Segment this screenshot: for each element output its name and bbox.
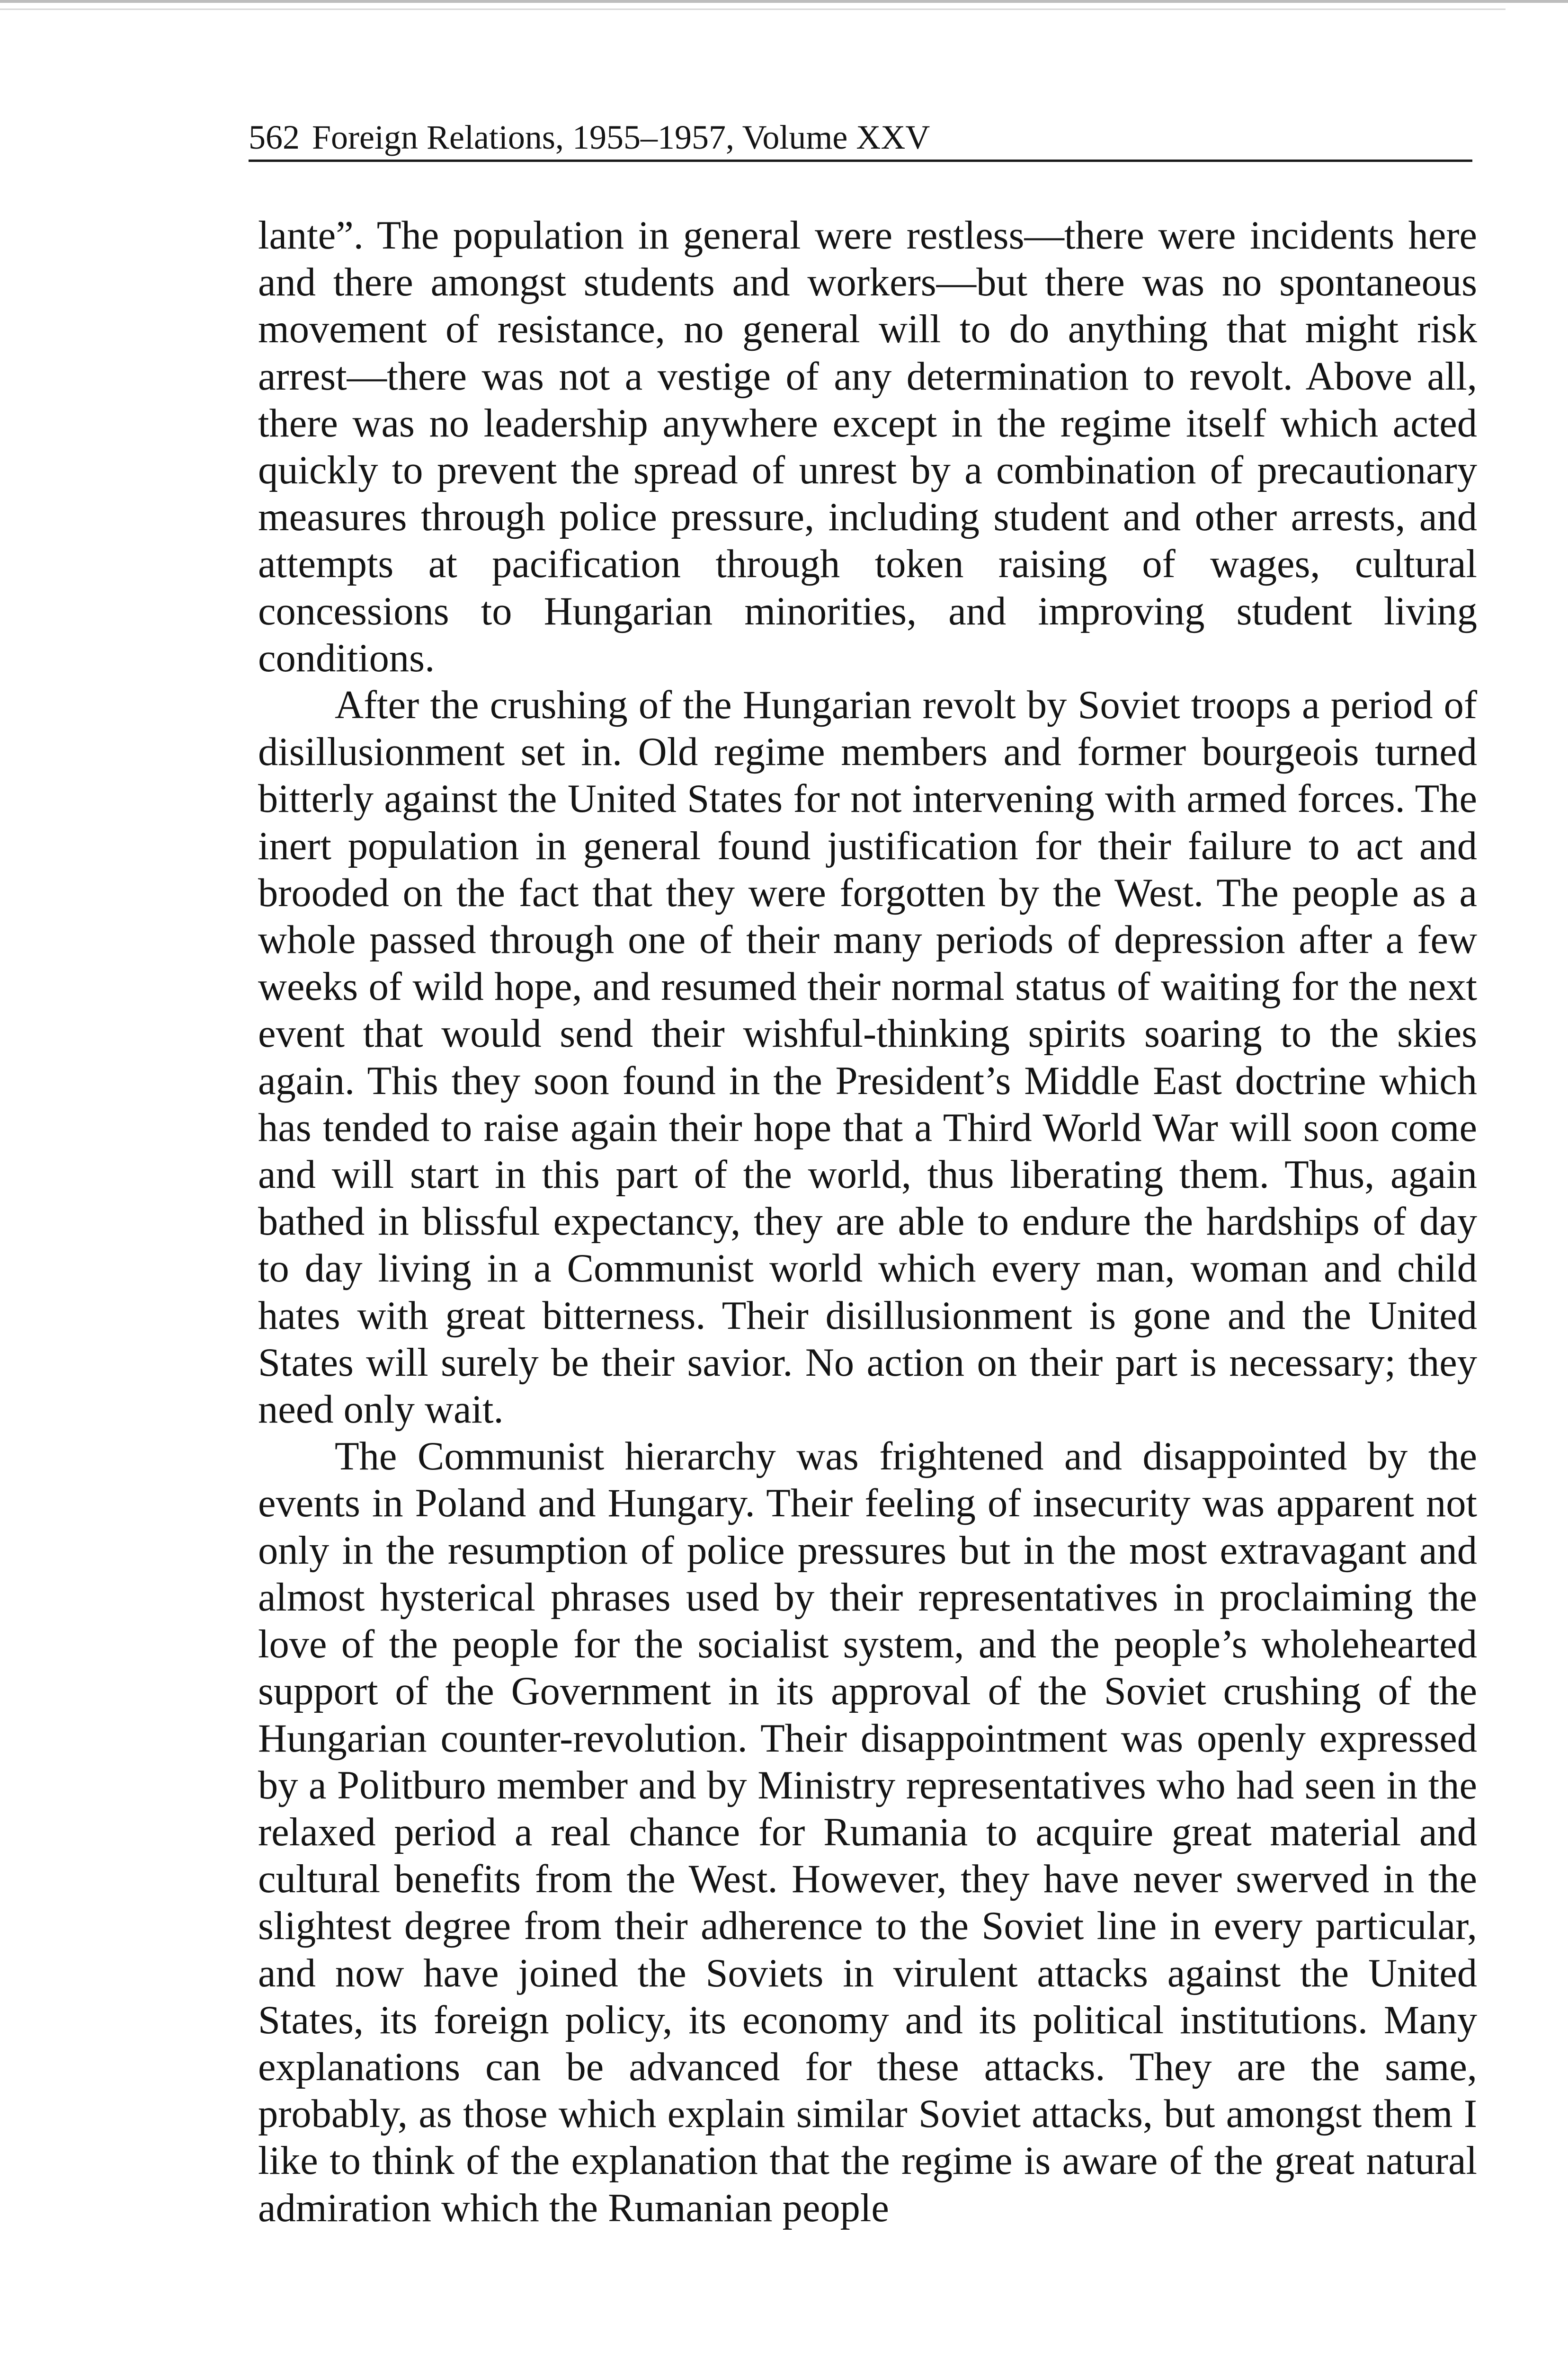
scan-edge-line: [0, 9, 1506, 10]
body-text: [258, 212, 1477, 2232]
running-header: [249, 116, 1472, 162]
paragraph-continuation: lante”. The population in general were restless—there were incidents here and there amongst students and workers—but there was no spontaneous movement of resistance, no general will to do anything that might risk arrest—there was not a vestige of any determination to revolt. Above all, there was no leadership anywhere except in the regime itself which acted quickly to prevent the spread of unrest by a combination of precautionary measures through police pressure, including student and other arrests, and attempts at pacification through token raising of wages, cultural concessions to Hungarian minorities, and improving student living conditions.: [258, 214, 1477, 680]
running-title: Foreign Relations, 1955–1957, Volume XXV: [312, 118, 930, 156]
paragraph-disillusionment: After the crushing of the Hungarian revolt by Soviet troops a period of disillusionment set in. Old regime members and former bourgeois turned bitterly against the United States for not intervening with armed forces. The inert population in general found justification for their failure to act and brooded on the fact that they were forgotten by the West. The people as a whole passed through one of their many periods of depression after a few weeks of wild hope, and resumed their normal status of waiting for the next event that would send their wishful-thinking spirits soaring to the skies again. This they soon found in the President’s Middle East doctrine which has tended to raise again their hope that a Third World War will soon come and will start in this part of the world, thus liberating them. Thus, again bathed in blissful expectancy, they are able to endure the hardships of day to day living in a Communist world which every man, woman and child hates with great bitterness. Their disillusionment is gone and the United States will surely be their savior. No action on their part is necessary; they need only wait.: [258, 683, 1477, 1432]
paragraph-communist-hierarchy: The Communist hierarchy was frightened and disappointed by the events in Poland and Hungary. Their feeling of insecurity was apparent not only in the resumption of police pressures but in the most extravagant and almost hysterical phrases used by their representatives in proclaiming the love of the people for the socialist system, and the people’s wholehearted support of the Government in its approval of the Soviet crushing of the Hungarian counter-revolution. Their disappointment was openly expressed by a Politburo member and by Ministry representatives who had seen in the relaxed period a real chance for Rumania to acquire great material and cultural benefits from the West. However, they have never swerved in the slightest degree from their adherence to the Soviet line in every particular, and now have joined the Soviets in virulent attacks against the United States, its foreign policy, its economy and its political institutions. Many explanations can be advanced for these attacks. They are the same, probably, as those which explain similar Soviet attacks, but amongst them I like to think of the explanation that the regime is aware of the great natural admiration which the Rumanian people: [258, 1434, 1477, 2230]
scan-edge: [0, 0, 1568, 3]
page-number: 562: [249, 118, 300, 156]
